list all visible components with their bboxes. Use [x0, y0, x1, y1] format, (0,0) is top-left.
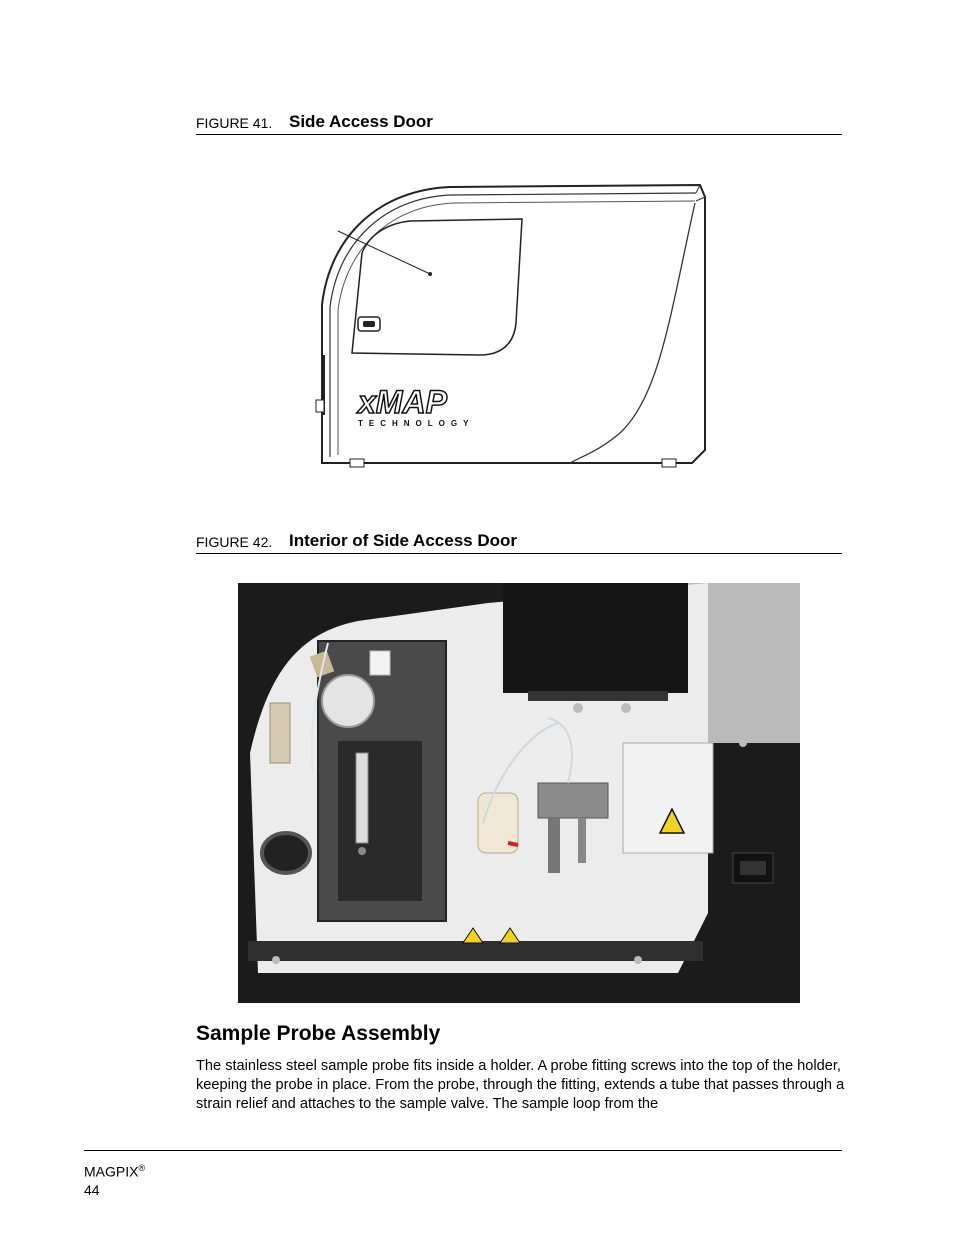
footer-divider [84, 1150, 842, 1151]
side-access-door-illustration [300, 175, 720, 475]
xmap-logo: xMAP [358, 384, 447, 420]
interior-side-access-door-photo [238, 583, 800, 1003]
figure-42-number: FIGURE 42. [196, 534, 273, 550]
figure-41-title: Side Access Door [289, 112, 433, 131]
footer-product-name [84, 1163, 145, 1180]
xmap-logo-subtitle: TECHNOLOGY [358, 419, 475, 428]
figure-42-caption [196, 531, 842, 554]
section-heading: Sample Probe Assembly [196, 1022, 441, 1045]
registered-mark: ® [138, 1163, 146, 1173]
figure-41-caption [196, 112, 842, 135]
section-body-text: The stainless steel sample probe fits inside a holder. A probe fitting screws into the top of the holder, keeping the probe in place. From the probe, through the fitting, extends a tube that passes through a strain relief and attaches to the sample valve. The sample loop from the [196, 1058, 845, 1112]
footer-page-number: 44 [84, 1182, 100, 1198]
figure-42-title: Interior of Side Access Door [289, 531, 517, 550]
figure-41-number: FIGURE 41. [196, 115, 273, 131]
footer-product-label: MAGPIX [84, 1163, 139, 1180]
